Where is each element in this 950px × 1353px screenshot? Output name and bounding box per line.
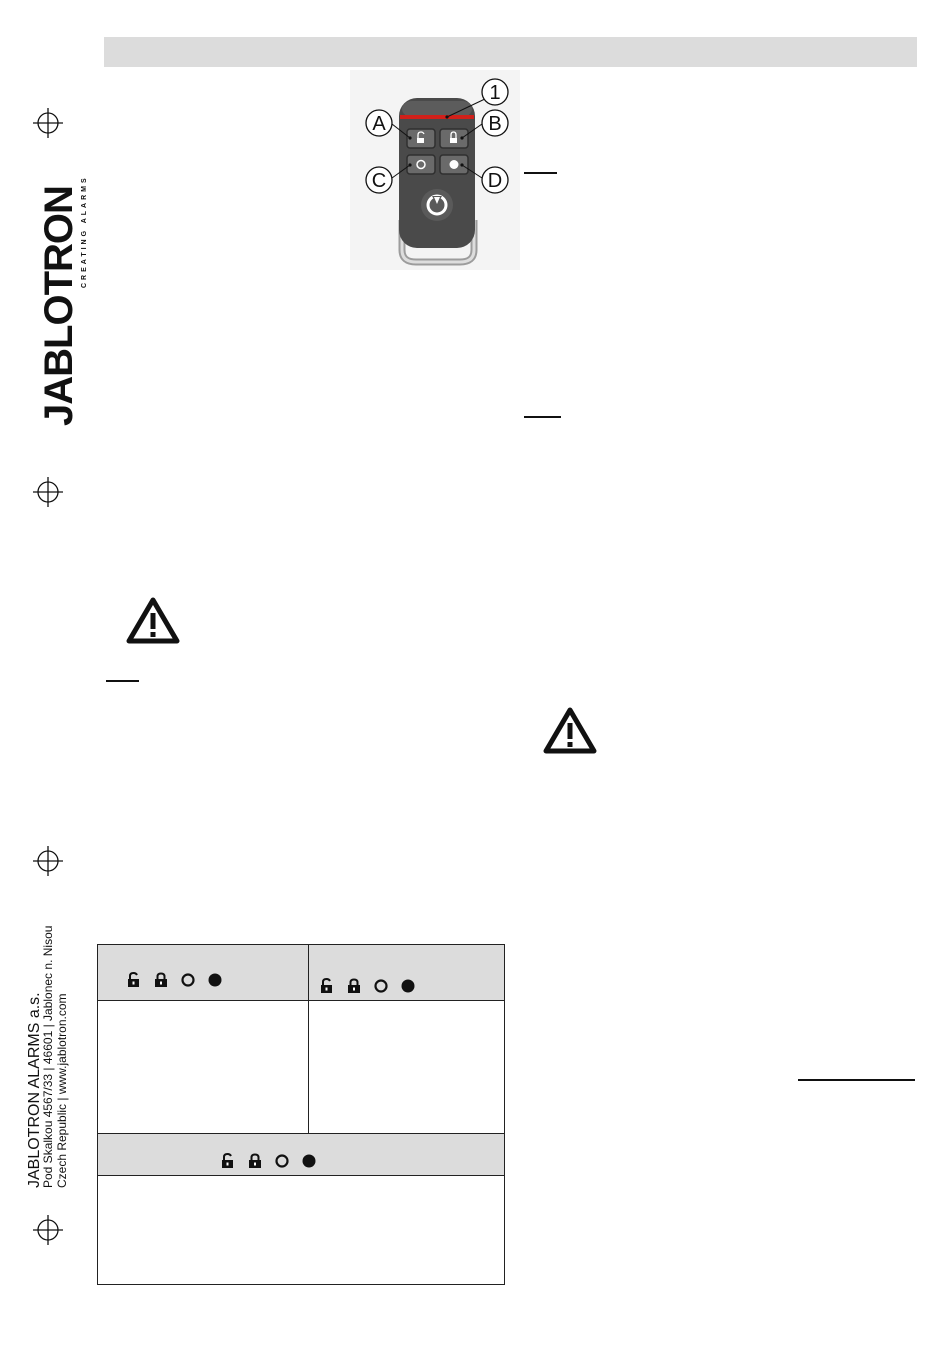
callout-d <box>482 167 508 193</box>
jablotron-logo <box>18 175 88 430</box>
table-header-right <box>309 945 504 1001</box>
svg-text:D: D <box>487 170 503 192</box>
crosshair-mark <box>33 477 63 507</box>
crosshair-mark <box>33 846 63 876</box>
table-header-bottom <box>98 1133 504 1176</box>
svg-text:B: B <box>488 113 502 135</box>
header-bottom-icons <box>220 1153 317 1169</box>
heading-underline <box>106 680 139 682</box>
heading-underline <box>524 416 561 418</box>
crosshair-mark <box>33 1215 63 1245</box>
signature-line <box>798 1079 915 1081</box>
table-header-left <box>98 945 309 1001</box>
callout-c <box>366 167 392 193</box>
svg-text:A: A <box>372 113 386 135</box>
table-cell-right <box>309 1001 504 1133</box>
lock-icon <box>247 1153 263 1169</box>
svg-text:C: C <box>371 170 387 192</box>
callout-a <box>366 110 392 136</box>
callout-b <box>482 110 508 136</box>
table-cell-bottom <box>98 1176 504 1284</box>
circle-filled-icon <box>207 972 223 988</box>
brand-tagline: CREATING ALARMS <box>81 175 88 288</box>
company-address-block <box>20 900 80 1200</box>
lock-icon <box>153 972 169 988</box>
circle-open-icon <box>373 978 389 994</box>
unlock-icon <box>319 978 335 994</box>
remote-control-figure <box>350 70 520 270</box>
company-contact: Czech Republic | www.jablotron.com <box>55 993 69 1188</box>
header-bar <box>104 37 917 67</box>
header-left-icons <box>126 972 223 988</box>
brand-wordmark: JABLOTRON <box>37 186 81 426</box>
circle-filled-icon <box>301 1153 317 1169</box>
header-right-icons <box>319 978 416 994</box>
warning-icon <box>543 707 597 755</box>
circle-open-icon <box>274 1153 290 1169</box>
warning-icon <box>126 597 180 645</box>
heading-underline <box>524 172 557 174</box>
table-cell-left <box>98 1001 309 1133</box>
circle-filled-icon <box>400 978 416 994</box>
unlock-icon <box>126 972 142 988</box>
callout-1 <box>482 79 508 105</box>
circle-filled-icon <box>450 160 459 169</box>
button-function-table <box>97 944 505 1285</box>
led-indicator <box>400 115 474 119</box>
company-name: JABLOTRON ALARMS a.s. <box>26 992 43 1188</box>
svg-text:1: 1 <box>489 82 501 104</box>
crosshair-mark <box>33 108 63 138</box>
circle-open-icon <box>180 972 196 988</box>
unlock-icon <box>220 1153 236 1169</box>
company-address: Pod Skalkou 4567/33 | 46601 | Jablonec n. Nisou <box>41 925 55 1188</box>
lock-icon <box>346 978 362 994</box>
